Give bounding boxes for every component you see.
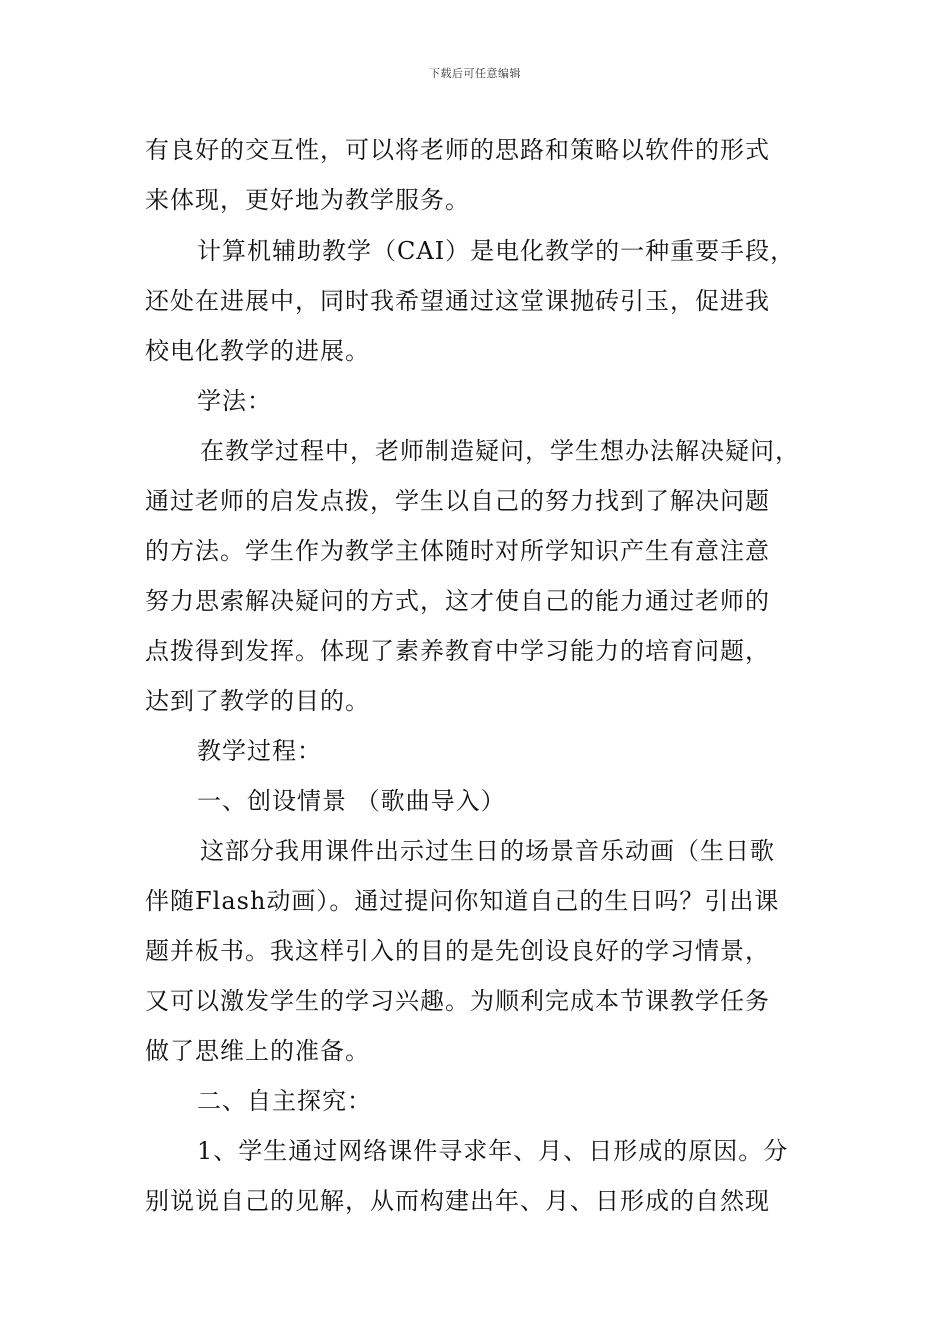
text-line: 的方法。学生作为教学主体随时对所学知识产生有意注意 — [145, 537, 770, 565]
text-line: 还处在进展中，同时我希望通过这堂课抛砖引玉，促进我 — [145, 287, 770, 315]
text-line: 别说说自己的见解，从而构建出年、月、日形成的自然现 — [145, 1187, 770, 1215]
text-line: 有良好的交互性，可以将老师的思路和策略以软件的形式 — [145, 136, 770, 164]
section-heading: 一、创设情景 （歌曲导入） — [197, 787, 506, 815]
text-line: 又可以激发学生的学习兴趣。为顺利完成本节课教学任务 — [145, 987, 770, 1015]
section-heading: 教学过程： — [197, 737, 322, 765]
text-line: 达到了教学的目的。 — [145, 687, 370, 715]
text-line: 努力思索解决疑问的方式，这才使自己的能力通过老师的 — [145, 587, 770, 615]
section-heading: 学法： — [197, 387, 272, 415]
text-line: 在教学过程中，老师制造疑问，学生想办法解决疑问， — [200, 437, 800, 465]
text-line: 计算机辅助教学（CAI）是电化教学的一种重要手段， — [197, 237, 796, 265]
text-line: 来体现，更好地为教学服务。 — [145, 186, 470, 214]
text-line: 伴随Flash动画）。通过提问你知道自己的生日吗？引出课 — [145, 887, 780, 915]
text-line: 校电化教学的进展。 — [145, 337, 370, 365]
text-line: 这部分我用课件出示过生日的场景音乐动画（生日歌 — [200, 837, 775, 865]
page-header: 下载后可任意编辑 — [429, 67, 521, 80]
text-line: 1、学生通过网络课件寻求年、月、日形成的原因。分 — [197, 1137, 789, 1165]
text-line: 通过老师的启发点拨，学生以自己的努力找到了解决问题 — [145, 487, 770, 515]
section-heading: 二、自主探究： — [197, 1087, 372, 1115]
text-line: 题并板书。我这样引入的目的是先创设良好的学习情景， — [145, 937, 770, 965]
text-line: 做了思维上的准备。 — [145, 1037, 370, 1065]
text-line: 点拨得到发挥。体现了素养教育中学习能力的培育问题， — [145, 637, 770, 665]
